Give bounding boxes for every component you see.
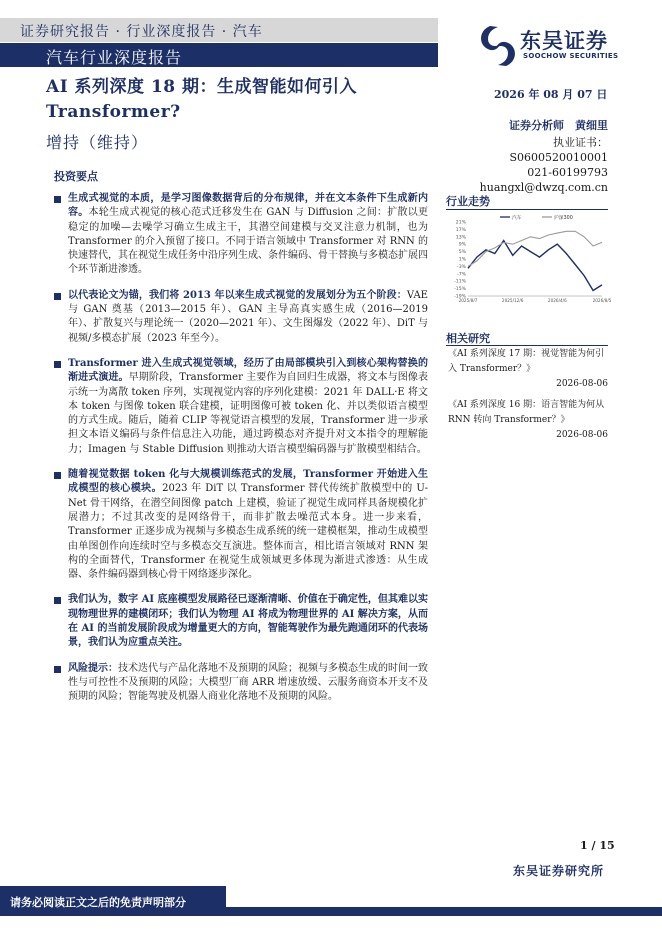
bullet-highlight: Transformer 进入生成式视觉领域，经历了由局部模块引入到核心架构替换的渐进式演进。 — [68, 357, 428, 384]
rating: 增持（维持） — [46, 133, 149, 152]
analyst-license: 执业证书：S0600520010001 — [509, 136, 608, 164]
brand-name-cn: 东吴证券 — [520, 29, 608, 53]
bullet-highlight: 风险提示： — [68, 662, 118, 674]
footer-rule — [226, 907, 662, 916]
bullet-body: 本轮生成式视觉的核心范式迁移发生在 GAN 与 Diffusion 之间：扩散以更稳定的加噪—去噪学习确立生成主干，其潜空间建模与交叉注意力机制，也为 Transformer 的介入预留了接口。不同于语言领域中 Transformer 对 RNN 的快速替代，其在视觉生成任务中沿序列生成、条件编码、骨干替换与多模态扩展四个环节渐进渗透。 — [68, 207, 429, 276]
related-item-date: 2026-08-06 — [556, 430, 608, 440]
related-item-date: 2026-08-06 — [556, 379, 608, 389]
summary-bullet — [54, 468, 428, 582]
analyst-phone: 021-60199793 — [527, 166, 608, 179]
bullet-highlight: 以代表论文为锚，我们将 2013 年以来生成式视觉的发展划分为五个阶段： — [68, 289, 407, 301]
industry-trend-chart — [446, 212, 612, 304]
related-heading: 相关研究 — [446, 332, 490, 345]
footer-disclaimer: 请务必阅读正文之后的免责声明部分 — [10, 896, 186, 909]
y-tick-label: -19% — [454, 294, 466, 300]
bullet-body: VAE 与 GAN 奠基（2013—2015 年）、GAN 主导高真实感生成（2016—2019 年）、扩散复兴与理论统一（2020—2021 年）、文生图爆发（2022 年）、DiT 与视频/多模态扩展（2023 年至今）。 — [68, 289, 428, 344]
summary-bullet — [54, 662, 428, 705]
y-tick-label: -3% — [457, 264, 466, 270]
related-item[interactable] — [448, 347, 608, 392]
series-line-auto — [468, 241, 602, 291]
report-type-banner — [0, 43, 438, 67]
summary-bullet — [54, 357, 428, 457]
bullet-highlight: 随着视觉数据 token 化与大规模训练范式的发展，Transformer 开始进入生成模型的核心模块。 — [68, 469, 428, 495]
y-tick-label: 9% — [458, 242, 466, 248]
legend-label: 汽车 — [512, 215, 522, 221]
summary-bullet — [54, 192, 428, 278]
related-item-title[interactable]: 《AI 系列深度 17 期：视觉智能为何引入 Transformer？》 — [448, 349, 605, 374]
analyst-email[interactable]: huangxl@dwzq.com.cn — [479, 181, 608, 194]
y-tick-label: 13% — [455, 235, 466, 241]
header-category-banner — [0, 18, 438, 42]
x-tick-label: 2025/12/6 — [501, 298, 524, 303]
y-tick-label: 21% — [455, 220, 466, 226]
summary-heading: 投资要点 — [54, 170, 98, 183]
summary-bullets — [54, 192, 428, 705]
page-number: 1 / 15 — [580, 839, 615, 852]
footer-org: 东吴证券研究所 — [513, 864, 605, 878]
y-tick-label: 17% — [455, 227, 466, 233]
y-tick-label: -7% — [457, 272, 466, 278]
report-type: 汽车行业深度报告 — [46, 48, 183, 67]
analyst-name: 证券分析师 黄细里 — [509, 119, 608, 132]
analyst-block — [468, 118, 608, 195]
summary-bullet — [54, 289, 428, 346]
bullet-highlight: 生成式视觉的本质，是学习图像数据背后的分布规律，并在文本条件下生成新内容。 — [68, 193, 428, 219]
x-tick-label: 2026/4/6 — [547, 298, 567, 303]
related-divider — [446, 345, 608, 346]
bullet-highlight: 我们认为，数字 AI 底座模型发展路径已逐渐清晰、价值在于确定性，但其难以实现物理世界的建模闭环；我们认为物理 AI 将成为物理世界的 AI 解决方案，从而在 AI 的当前发展阶段成为增量更大的方向，智能驾驶作为最先跑通闭环的代表场景，我们认为应重点关注。 — [68, 594, 428, 649]
y-tick-label: -11% — [454, 279, 466, 285]
bullet-body: 2023 年 DiT 以 Transformer 替代传统扩散模型中的 U-Net 骨干网络，在潜空间图像 patch 上建模，验证了视觉生成同样具备规模化扩展潜力；不过其改变的是网络骨干，而非扩散去噪范式本身。进一步来看，Transformer 正逐步成为视频与多模态生成系统的统一建模框架，推动生成模型由单图创作向连续时空与多模态交互演进。整体而言，相比语言领域对 RNN 架构的全面替代，Transformer 在视觉生成领域更多体现为渐进式渗透：从生成器、条件编码器到核心骨干网络逐步深化。 — [68, 483, 428, 581]
report-title: AI 系列深度 18 期：生成智能如何引入 Transformer? — [46, 77, 358, 122]
trend-heading: 行业走势 — [446, 195, 490, 208]
legend-label: 沪深300 — [554, 215, 573, 221]
footer-disclaimer-bar — [0, 886, 226, 916]
x-tick-label: 2026/8/5 — [592, 298, 612, 303]
related-item[interactable] — [448, 398, 608, 443]
y-tick-label: 1% — [458, 257, 466, 263]
bullet-body: 技术迭代与产品化落地不及预期的风险；视频与多模态生成的时间一致性与可控性不及预期的风险；大模型厂商 ARR 增速放缓、云服务商资本开支不及预期的风险；智能驾驶及机器人商业化落地不及预期的风险。 — [68, 662, 428, 703]
series-line-csi300 — [468, 231, 602, 266]
bullet-body: 早期阶段，Transformer 主要作为自回归生成器，将文本与图像表示统一为离散 token 序列，实现视觉内容的序列化建模：2021 年 DALL·E 将文本 token 与图像 token 联合建模，证明图像可被 token 化、并以类似语言模型的方式生成。随后，随着 CLIP 等视觉语言模型的发展，Transformer 进一步承担文本语义编码与条件信息注入功能，通过跨模态对齐提升对文本指令的理解能力；Imagen 与 Stable Diffusion 则推动大语言模型编码器与扩散模型相结合。 — [68, 372, 428, 455]
header-category: 证券研究报告 · 行业深度报告 · 汽车 — [20, 24, 263, 40]
trend-divider — [446, 209, 608, 210]
report-date: 2026 年 08 月 07 日 — [494, 88, 608, 101]
brand-name-en: SOOCHOW SECURITIES — [523, 52, 619, 60]
y-tick-label: -15% — [454, 287, 466, 293]
related-item-title[interactable]: 《AI 系列深度 16 期：语言智能为何从 RNN 转向 Transformer？》 — [448, 400, 605, 425]
summary-bullet — [54, 593, 428, 650]
y-tick-label: 5% — [458, 250, 466, 256]
x-tick-label: 2025/8/7 — [458, 298, 478, 303]
